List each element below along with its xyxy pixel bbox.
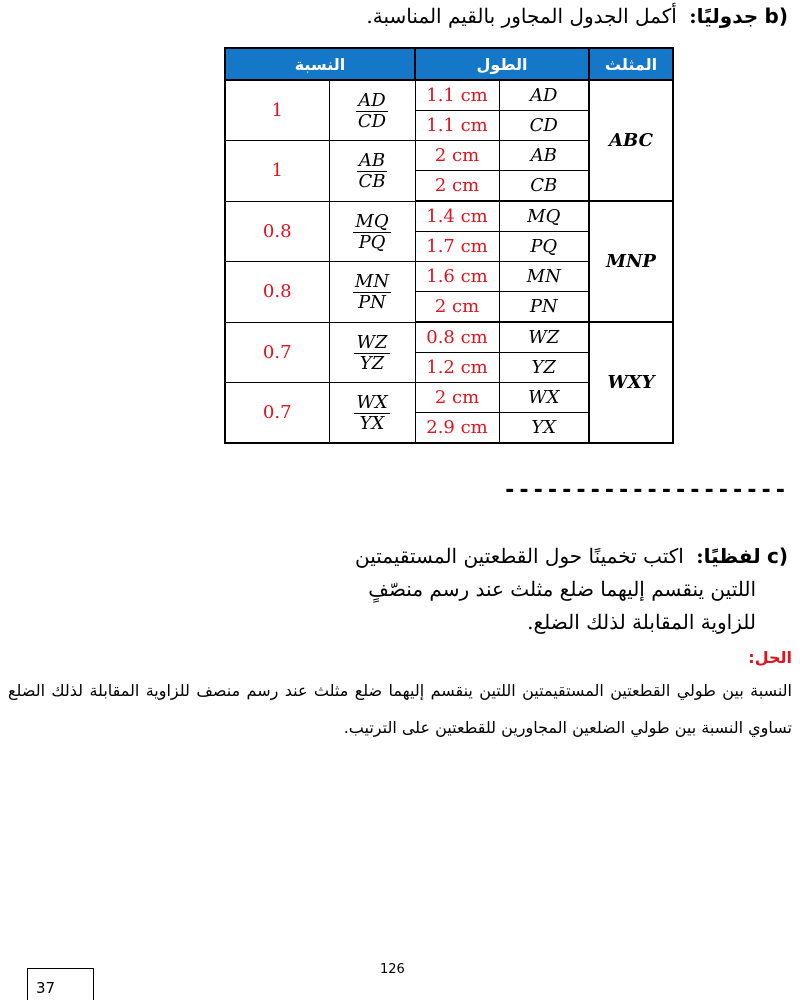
- solution-label: الحل:: [748, 648, 792, 667]
- part-c-line-1: [168, 540, 788, 573]
- ratio-value: 0.7: [225, 322, 329, 383]
- ratio-fraction: [329, 383, 415, 444]
- ratio-numerator: MN: [354, 271, 390, 293]
- part-c-text-2: اللتين ينقسم إليهما ضلع مثلث عند رسم منصّفٍ: [368, 577, 756, 601]
- segment-length: 2.9 cm: [415, 413, 499, 444]
- segment-length: 2 cm: [415, 141, 499, 171]
- segment-name: YZ: [499, 353, 589, 383]
- ratio-fraction: [329, 80, 415, 141]
- ratio-denominator: PN: [358, 292, 386, 314]
- segment-name: MQ: [499, 201, 589, 232]
- segment-name: CD: [499, 111, 589, 141]
- ratio-denominator: CB: [358, 171, 386, 193]
- part-c-question: [168, 540, 788, 639]
- ratio-fraction: [329, 322, 415, 383]
- ratio-denominator: CD: [357, 111, 387, 132]
- page-box-number: 37: [27, 968, 94, 1000]
- ratio-value: 1: [225, 80, 329, 141]
- ratio-value: 0.7: [225, 383, 329, 444]
- segment-name: AD: [499, 80, 589, 111]
- page-number: 126: [380, 962, 405, 977]
- segment-length: 1.6 cm: [415, 262, 499, 292]
- part-c-text-1: اكتب تخمينًا حول القطعتين المستقيمتين: [355, 544, 684, 568]
- segment-length: 2 cm: [415, 292, 499, 323]
- ratio-denominator: YX: [359, 413, 385, 434]
- segment-name: PQ: [499, 232, 589, 262]
- segment-name: AB: [499, 141, 589, 171]
- segment-length: 1.1 cm: [415, 80, 499, 111]
- ratio-value: 0.8: [225, 201, 329, 262]
- table-row: [225, 322, 673, 353]
- ratio-numerator: MQ: [355, 210, 389, 232]
- segment-name: YX: [499, 413, 589, 444]
- segment-length: 1.7 cm: [415, 232, 499, 262]
- segment-length: 0.8 cm: [415, 322, 499, 353]
- segment-length: 2 cm: [415, 171, 499, 202]
- segment-name: WZ: [499, 322, 589, 353]
- triangle-name: MNP: [589, 201, 673, 322]
- ratio-value: 0.8: [225, 262, 329, 323]
- header-length: الطول: [415, 48, 589, 80]
- triangle-name: ABC: [589, 80, 673, 201]
- segment-name: CB: [499, 171, 589, 202]
- part-c-colon: :: [696, 544, 704, 568]
- segment-name: MN: [499, 262, 589, 292]
- triangle-name: WXY: [589, 322, 673, 443]
- header-triangle: المثلث: [589, 48, 673, 80]
- ratio-numerator: AB: [358, 150, 386, 172]
- segment-length: 1.2 cm: [415, 353, 499, 383]
- table-row: [225, 80, 673, 111]
- table-row: [225, 201, 673, 232]
- ratio-fraction: [329, 141, 415, 202]
- segment-length: 1.4 cm: [415, 201, 499, 232]
- ratio-denominator: PQ: [358, 231, 386, 253]
- ratio-value: 1: [225, 141, 329, 202]
- segment-length: 2 cm: [415, 383, 499, 413]
- ratio-table-wrapper: [224, 47, 674, 444]
- part-c-tag: لفظيًا: [703, 544, 761, 568]
- solution-text: النسبة بين طولي القطعتين المستقيمتين اللتين ينقسم إليهما ضلع مثلث عند رسم منصف للزاوية المقابلة لذلك الضلع تساوي النسبة بين طولي الضلعين المجاورين للقطعتين على الترتيب.: [8, 681, 792, 737]
- part-c-text-3: للزاوية المقابلة لذلك الضلع.: [527, 610, 756, 634]
- ratio-numerator: WX: [356, 392, 388, 413]
- segment-length: 1.1 cm: [415, 111, 499, 141]
- ratio-fraction: [329, 262, 415, 323]
- dashed-separator: --------------------: [503, 478, 788, 503]
- segment-name: WX: [499, 383, 589, 413]
- ratio-numerator: AD: [358, 90, 386, 111]
- part-b-heading: [88, 4, 788, 28]
- part-b-letter: b): [764, 4, 788, 28]
- part-c-letter: c): [767, 544, 788, 568]
- ratio-table: [224, 47, 674, 444]
- part-b-instruction: أكمل الجدول المجاور بالقيم المناسبة.: [366, 4, 677, 28]
- ratio-denominator: YZ: [359, 352, 385, 374]
- ratio-fraction: [329, 201, 415, 262]
- part-b-tag: جدوليًا: [696, 4, 759, 28]
- part-b-colon: :: [689, 4, 697, 28]
- table-body: [225, 80, 673, 443]
- segment-name: PN: [499, 292, 589, 323]
- header-ratio: النسبة: [225, 48, 415, 80]
- ratio-numerator: WZ: [356, 331, 388, 353]
